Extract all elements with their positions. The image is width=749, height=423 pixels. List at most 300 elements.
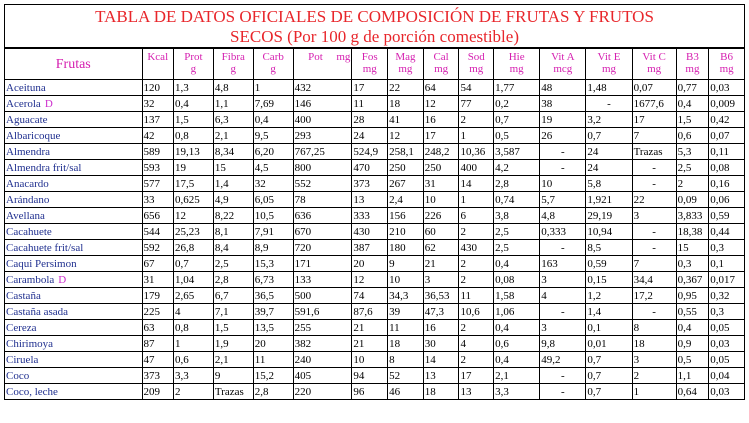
value-cell: 18 <box>388 96 424 112</box>
value-cell: 3,2 <box>586 112 632 128</box>
table-row <box>5 176 745 192</box>
value-cell: 1 <box>459 192 494 208</box>
value-cell: 0,2 <box>494 96 540 112</box>
value-cell: 8,34 <box>213 144 253 160</box>
value-cell: 0,4 <box>494 352 540 368</box>
value-cell: 767,25 <box>293 144 352 160</box>
value-cell: 6 <box>459 208 494 224</box>
value-cell: 0,7 <box>586 384 632 400</box>
value-cell: 430 <box>352 224 388 240</box>
value-cell: 0,03 <box>709 80 745 96</box>
value-cell: 133 <box>293 272 352 288</box>
fruit-name: Aceituna <box>6 81 46 94</box>
column-header-unit: mg <box>719 63 734 75</box>
value-cell: 13 <box>423 368 459 384</box>
value-cell: 34,3 <box>388 288 424 304</box>
value-cell: 163 <box>540 256 586 272</box>
value-cell: 26 <box>540 128 586 144</box>
value-cell: 10,36 <box>459 144 494 160</box>
value-cell: 18 <box>423 384 459 400</box>
column-header <box>213 49 253 80</box>
value-cell: 0,4 <box>253 112 293 128</box>
value-cell: 1677,6 <box>632 96 676 112</box>
column-header-name: Cal <box>433 51 449 63</box>
value-cell: 1,1 <box>213 96 253 112</box>
value-cell: 3,3 <box>173 368 213 384</box>
value-cell: 2 <box>632 368 676 384</box>
value-cell: 0,4 <box>676 96 709 112</box>
value-cell: 32 <box>253 176 293 192</box>
value-cell: 22 <box>388 80 424 96</box>
value-cell: 2,4 <box>388 192 424 208</box>
value-cell: 17 <box>352 80 388 96</box>
value-cell: 10 <box>540 176 586 192</box>
column-header-unit: mg <box>362 63 377 75</box>
table-row <box>5 192 745 208</box>
column-header-unit: mg <box>509 63 524 75</box>
value-cell: 3 <box>632 208 676 224</box>
value-cell: 2 <box>459 224 494 240</box>
value-cell: 20 <box>352 256 388 272</box>
value-cell: 720 <box>293 240 352 256</box>
fruit-name-cell <box>5 256 143 272</box>
fruit-name-cell <box>5 384 143 400</box>
column-header <box>173 49 213 80</box>
value-cell: 656 <box>142 208 173 224</box>
value-cell: 6,7 <box>213 288 253 304</box>
value-cell: 255 <box>293 320 352 336</box>
value-cell: 0,01 <box>586 336 632 352</box>
fruit-name: Carambola <box>6 273 55 286</box>
fruit-name-cell <box>5 272 143 288</box>
value-cell: 52 <box>388 368 424 384</box>
column-header-unit: g <box>270 63 276 75</box>
value-cell: 11 <box>388 320 424 336</box>
table-row <box>5 256 745 272</box>
value-cell: 0,05 <box>709 352 745 368</box>
column-header-name: Vit C <box>642 51 666 63</box>
value-cell: 2,5 <box>494 240 540 256</box>
value-cell: 60 <box>423 224 459 240</box>
value-cell: - <box>540 384 586 400</box>
value-cell: 3,8 <box>494 208 540 224</box>
table-row <box>5 112 745 128</box>
value-cell: 591,6 <box>293 304 352 320</box>
value-cell: 10 <box>423 192 459 208</box>
value-cell: 36,5 <box>253 288 293 304</box>
value-cell: 2 <box>173 384 213 400</box>
value-cell: 7,1 <box>213 304 253 320</box>
column-header-unit: mcg <box>553 63 573 75</box>
value-cell: 0,6 <box>676 128 709 144</box>
value-cell: 0,3 <box>709 240 745 256</box>
value-cell: 1,4 <box>586 304 632 320</box>
column-header <box>293 49 352 80</box>
value-cell: 500 <box>293 288 352 304</box>
value-cell: 2 <box>459 272 494 288</box>
value-cell: 17 <box>632 112 676 128</box>
value-cell: 16 <box>423 112 459 128</box>
value-cell: 400 <box>459 160 494 176</box>
value-cell: 400 <box>293 112 352 128</box>
value-cell: 8,22 <box>213 208 253 224</box>
value-cell: 6,05 <box>253 192 293 208</box>
value-cell: 20 <box>253 336 293 352</box>
column-header-unit: mg <box>469 63 484 75</box>
value-cell: 2,1 <box>213 352 253 368</box>
fruit-mark: D <box>58 273 67 286</box>
table-title <box>4 4 745 48</box>
value-cell: 29,19 <box>586 208 632 224</box>
value-cell: 21 <box>423 256 459 272</box>
value-cell: 39,7 <box>253 304 293 320</box>
fruit-name-cell <box>5 128 143 144</box>
value-cell: 250 <box>388 160 424 176</box>
value-cell: 28 <box>352 112 388 128</box>
value-cell: - <box>540 160 586 176</box>
value-cell: 19 <box>540 112 586 128</box>
value-cell: 31 <box>142 272 173 288</box>
value-cell: 0,7 <box>494 112 540 128</box>
value-cell: 87 <box>142 336 173 352</box>
value-cell: 6,73 <box>253 272 293 288</box>
value-cell: 17,5 <box>173 176 213 192</box>
value-cell: 3,3 <box>494 384 540 400</box>
value-cell: 405 <box>293 368 352 384</box>
value-cell: 3 <box>540 320 586 336</box>
value-cell: 0,8 <box>173 320 213 336</box>
value-cell: 2,1 <box>213 128 253 144</box>
value-cell: 46 <box>388 384 424 400</box>
value-cell: 0,42 <box>709 112 745 128</box>
value-cell: 258,1 <box>388 144 424 160</box>
value-cell: 10 <box>352 352 388 368</box>
table-row <box>5 224 745 240</box>
value-cell: 12 <box>423 96 459 112</box>
value-cell: 225 <box>142 304 173 320</box>
value-cell: 2 <box>459 320 494 336</box>
value-cell: 1,3 <box>173 80 213 96</box>
value-cell: 0,7 <box>173 256 213 272</box>
value-cell: 31 <box>423 176 459 192</box>
value-cell: 552 <box>293 176 352 192</box>
value-cell: 226 <box>423 208 459 224</box>
value-cell: 12 <box>388 128 424 144</box>
value-cell: 4,9 <box>213 192 253 208</box>
value-cell: 1,5 <box>213 320 253 336</box>
fruit-name: Chirimoya <box>6 337 54 350</box>
value-cell: 74 <box>352 288 388 304</box>
fruit-mark: D <box>44 97 53 110</box>
value-cell: 11 <box>459 288 494 304</box>
table-row <box>5 304 745 320</box>
value-cell: 8 <box>632 320 676 336</box>
column-header-name: Hie <box>508 51 525 63</box>
column-header-name: Fibra <box>221 51 245 63</box>
composition-table <box>4 48 745 400</box>
value-cell: 373 <box>352 176 388 192</box>
value-cell: 0,8 <box>173 128 213 144</box>
table-row <box>5 240 745 256</box>
value-cell: 24 <box>586 144 632 160</box>
fruit-name: Anacardo <box>6 177 49 190</box>
table-row <box>5 384 745 400</box>
column-header <box>388 49 424 80</box>
value-cell: 9,8 <box>540 336 586 352</box>
value-cell: 0,6 <box>173 352 213 368</box>
value-cell: 7,69 <box>253 96 293 112</box>
value-cell: 14 <box>423 352 459 368</box>
value-cell: 1,4 <box>213 176 253 192</box>
value-cell: 210 <box>388 224 424 240</box>
fruit-name: Castaña <box>6 289 41 302</box>
column-header-unit: mg <box>647 63 662 75</box>
value-cell: 1,5 <box>173 112 213 128</box>
value-cell: 470 <box>352 160 388 176</box>
value-cell: - <box>632 176 676 192</box>
value-cell: 2 <box>459 352 494 368</box>
column-header <box>253 49 293 80</box>
value-cell: 2,65 <box>173 288 213 304</box>
value-cell: 0,11 <box>709 144 745 160</box>
value-cell: 0,5 <box>676 352 709 368</box>
table-row <box>5 96 745 112</box>
value-cell: 2,1 <box>494 368 540 384</box>
value-cell: 94 <box>352 368 388 384</box>
value-cell: 42 <box>142 128 173 144</box>
value-cell: 220 <box>293 384 352 400</box>
value-cell: 2,8 <box>213 272 253 288</box>
value-cell: 0,1 <box>709 256 745 272</box>
fruit-name-cell <box>5 320 143 336</box>
value-cell: 120 <box>142 80 173 96</box>
column-header <box>494 49 540 80</box>
value-cell: 10,6 <box>459 304 494 320</box>
value-cell: 250 <box>423 160 459 176</box>
value-cell: 12 <box>173 208 213 224</box>
value-cell: 1 <box>253 80 293 96</box>
value-cell: 432 <box>293 80 352 96</box>
value-cell: 0,32 <box>709 288 745 304</box>
table-row <box>5 352 745 368</box>
value-cell: Trazas <box>632 144 676 160</box>
table-row <box>5 160 745 176</box>
column-header <box>352 49 388 80</box>
value-cell: 0,04 <box>709 368 745 384</box>
column-header-frutas: Frutas <box>5 49 143 80</box>
value-cell: 0,5 <box>494 128 540 144</box>
value-cell: 4,8 <box>540 208 586 224</box>
table-body <box>5 80 745 400</box>
value-cell: 636 <box>293 208 352 224</box>
value-cell: 2,5 <box>676 160 709 176</box>
value-cell: 32 <box>142 96 173 112</box>
fruit-name-cell <box>5 368 143 384</box>
value-cell: 670 <box>293 224 352 240</box>
value-cell: 1,921 <box>586 192 632 208</box>
value-cell: 1,48 <box>586 80 632 96</box>
fruit-name-cell <box>5 224 143 240</box>
value-cell: 1,58 <box>494 288 540 304</box>
fruit-name-cell <box>5 80 143 96</box>
column-header-unit: mg <box>601 63 617 75</box>
value-cell: 592 <box>142 240 173 256</box>
value-cell: 1,5 <box>676 112 709 128</box>
value-cell: 1,2 <box>586 288 632 304</box>
value-cell: 0,09 <box>676 192 709 208</box>
fruit-name-cell <box>5 336 143 352</box>
column-header-name: Kcal <box>147 51 169 63</box>
fruit-name-cell <box>5 208 143 224</box>
value-cell: 11 <box>352 96 388 112</box>
value-cell: 36,53 <box>423 288 459 304</box>
fruit-name: Almendra <box>6 145 50 158</box>
value-cell: 3 <box>540 272 586 288</box>
value-cell: - <box>632 304 676 320</box>
column-header-unit: mg <box>434 63 449 75</box>
value-cell: 0,08 <box>709 160 745 176</box>
value-cell: 179 <box>142 288 173 304</box>
fruit-name: Castaña asada <box>6 305 68 318</box>
value-cell: 4 <box>173 304 213 320</box>
value-cell: 22 <box>632 192 676 208</box>
value-cell: 8,9 <box>253 240 293 256</box>
fruit-name: Almendra frit/sal <box>6 161 82 174</box>
value-cell: 0,08 <box>494 272 540 288</box>
value-cell: 593 <box>142 160 173 176</box>
value-cell: 41 <box>388 112 424 128</box>
value-cell: 2,8 <box>494 176 540 192</box>
value-cell: 800 <box>293 160 352 176</box>
value-cell: 156 <box>388 208 424 224</box>
fruit-name-cell <box>5 240 143 256</box>
value-cell: 5,8 <box>586 176 632 192</box>
fruit-name: Cacahuete <box>6 225 52 238</box>
value-cell: 11 <box>253 352 293 368</box>
value-cell: 2,5 <box>213 256 253 272</box>
value-cell: 9 <box>388 256 424 272</box>
value-cell: 21 <box>352 336 388 352</box>
value-cell: 0,05 <box>709 320 745 336</box>
header-row <box>5 49 745 80</box>
fruit-name: Acerola <box>6 97 41 110</box>
value-cell: 0,07 <box>709 128 745 144</box>
value-cell: 373 <box>142 368 173 384</box>
fruit-name: Avellana <box>6 209 45 222</box>
value-cell: 544 <box>142 224 173 240</box>
column-header-name: Vit A <box>551 51 575 63</box>
value-cell: 0,3 <box>676 256 709 272</box>
value-cell: 1,9 <box>213 336 253 352</box>
value-cell: 12 <box>352 272 388 288</box>
value-cell: 387 <box>352 240 388 256</box>
value-cell: - <box>586 96 632 112</box>
value-cell: 2,5 <box>494 224 540 240</box>
value-cell: 0,4 <box>676 320 709 336</box>
value-cell: 0,625 <box>173 192 213 208</box>
value-cell: 49,2 <box>540 352 586 368</box>
column-header-unit: g <box>230 63 237 75</box>
value-cell: 240 <box>293 352 352 368</box>
value-cell: 0,367 <box>676 272 709 288</box>
value-cell: 248,2 <box>423 144 459 160</box>
value-cell: 25,23 <box>173 224 213 240</box>
column-header-name: Mag <box>395 51 416 63</box>
table-row <box>5 272 745 288</box>
value-cell: 1,77 <box>494 80 540 96</box>
value-cell: 30 <box>423 336 459 352</box>
value-cell: 47,3 <box>423 304 459 320</box>
value-cell: 15 <box>676 240 709 256</box>
value-cell: 171 <box>293 256 352 272</box>
value-cell: 3,833 <box>676 208 709 224</box>
column-header-name: Pot <box>308 51 323 63</box>
column-header-name: Fos <box>361 51 378 63</box>
value-cell: 4,2 <box>494 160 540 176</box>
column-header-name: Carb <box>262 51 284 63</box>
fruit-name: Aguacate <box>6 113 48 126</box>
value-cell: 0,6 <box>494 336 540 352</box>
value-cell: 0,95 <box>676 288 709 304</box>
value-cell: 1 <box>632 384 676 400</box>
table-row <box>5 80 745 96</box>
table-row <box>5 208 745 224</box>
value-cell: 8,4 <box>213 240 253 256</box>
value-cell: 67 <box>142 256 173 272</box>
fruit-name: Cacahuete frit/sal <box>6 241 84 254</box>
value-cell: 0,06 <box>709 192 745 208</box>
value-cell: 0,03 <box>709 384 745 400</box>
column-header-name: Prot <box>184 51 203 63</box>
value-cell: 2 <box>676 176 709 192</box>
value-cell: 0,4 <box>173 96 213 112</box>
value-cell: 10,94 <box>586 224 632 240</box>
column-header-name: B6 <box>720 51 734 63</box>
value-cell: 96 <box>352 384 388 400</box>
value-cell: 4 <box>459 336 494 352</box>
value-cell: 17 <box>423 128 459 144</box>
value-cell: 17 <box>459 368 494 384</box>
value-cell: 15,2 <box>253 368 293 384</box>
value-cell: 8,5 <box>586 240 632 256</box>
column-header-unit: mg <box>398 63 413 75</box>
value-cell: 1,04 <box>173 272 213 288</box>
value-cell: 3,587 <box>494 144 540 160</box>
value-cell: 430 <box>459 240 494 256</box>
value-cell: 0,7 <box>586 128 632 144</box>
value-cell: 8,1 <box>213 224 253 240</box>
value-cell: 7 <box>632 256 676 272</box>
value-cell: 33 <box>142 192 173 208</box>
value-cell: 1 <box>173 336 213 352</box>
value-cell: 0,009 <box>709 96 745 112</box>
value-cell: 5,7 <box>540 192 586 208</box>
table-row <box>5 128 745 144</box>
fruit-name: Ciruela <box>6 353 39 366</box>
value-cell: 3 <box>632 352 676 368</box>
value-cell: 0,16 <box>709 176 745 192</box>
value-cell: 0,017 <box>709 272 745 288</box>
value-cell: 0,59 <box>586 256 632 272</box>
fruit-name: Coco, leche <box>6 385 58 398</box>
value-cell: 0,03 <box>709 336 745 352</box>
value-cell: 19 <box>173 160 213 176</box>
table-row <box>5 368 745 384</box>
value-cell: 0,1 <box>586 320 632 336</box>
column-header-name: Vit E <box>597 51 621 63</box>
column-header <box>459 49 494 80</box>
column-header-name: B3 <box>686 51 699 63</box>
